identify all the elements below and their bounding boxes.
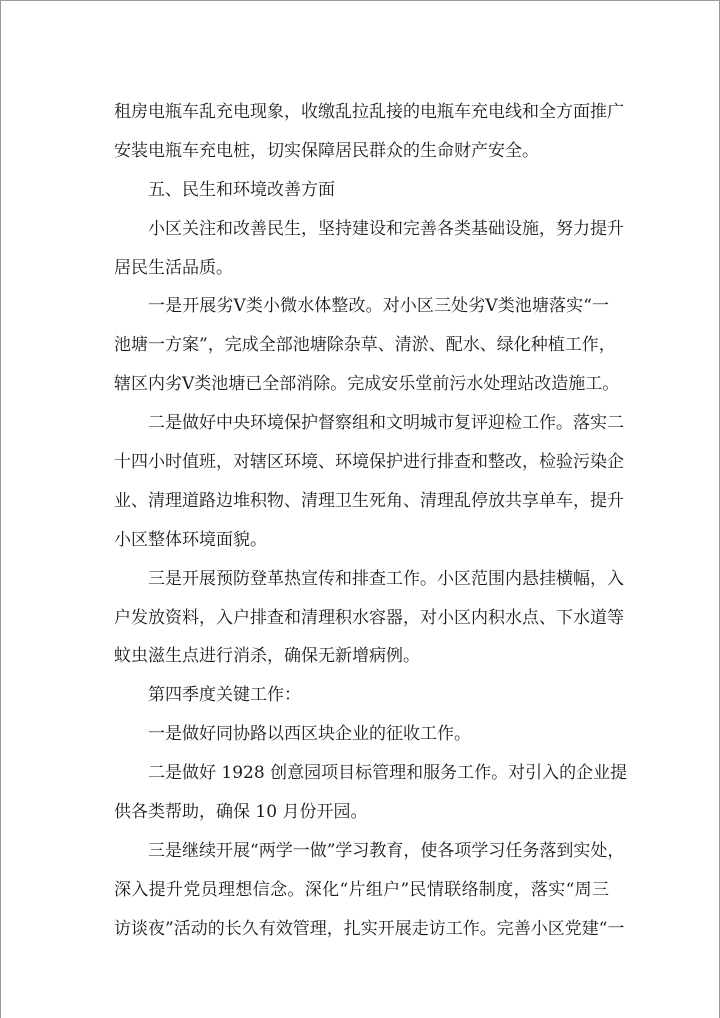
text-line: 二是做好中央环境保护督察组和文明城市复评迎检工作。落实二 [148,413,624,434]
text-line: 安装电瓶车充电桩，切实保障居民群众的生命财产安全。 [114,140,539,161]
text-line: 池塘一方案”，完成全部池塘除杂草、清淤、配水、绿化种植工作， [114,335,616,356]
text-line: 蚊虫滋生点进行消杀，确保无新增病例。 [114,646,420,667]
text-line: 三是继续开展“两学一做”学习教育，使各项学习任务落到实处， [148,840,625,861]
text-line: 户发放资料，入户排查和清理积水容器，对小区内积水点、下水道等 [114,607,624,628]
text-line: 一是开展劣Ⅴ类小微水体整改。对小区三处劣Ⅴ类池塘落实“一 [148,296,609,317]
section-heading: 第四季度关键工作： [148,685,301,706]
text-line: 二是做好 1928 创意园项目标管理和服务工作。对引入的企业提 [148,763,628,784]
text-line: 租房电瓶车乱充电现象，收缴乱拉乱接的电瓶车充电线和全方面推广 [114,102,624,122]
document-body [114,93,628,949]
section-heading: 五、民生和环境改善方面 [148,179,335,200]
text-line: 小区关注和改善民生，坚持建设和完善各类基础设施，努力提升 [148,218,624,239]
text-line: 三是开展预防登革热宣传和排查工作。小区范围内悬挂横幅，入 [148,568,624,589]
text-line: 访谈夜”活动的长久有效管理，扎实开展走访工作。完善小区党建“一 [114,918,625,939]
text-line: 十四小时值班，对辖区环境、环境保护进行排查和整改，检验污染企 [114,452,624,473]
text-line: 一是做好同协路以西区块企业的征收工作。 [148,724,471,745]
text-line: 业、清理道路边堆积物、清理卫生死角、清理乱停放共享单车，提升 [114,490,624,511]
text-line: 供各类帮助，确保 10 月份开园。 [114,802,368,823]
text-line: 居民生活品质。 [114,257,233,278]
text-line: 小区整体环境面貌。 [114,529,267,550]
text-line: 辖区内劣Ⅴ类池塘已全部消除。完成安乐堂前污水处理站改造施工。 [114,374,620,395]
text-line: 深入提升党员理想信念。深化“片组户”民情联络制度，落实“周三 [114,879,609,900]
